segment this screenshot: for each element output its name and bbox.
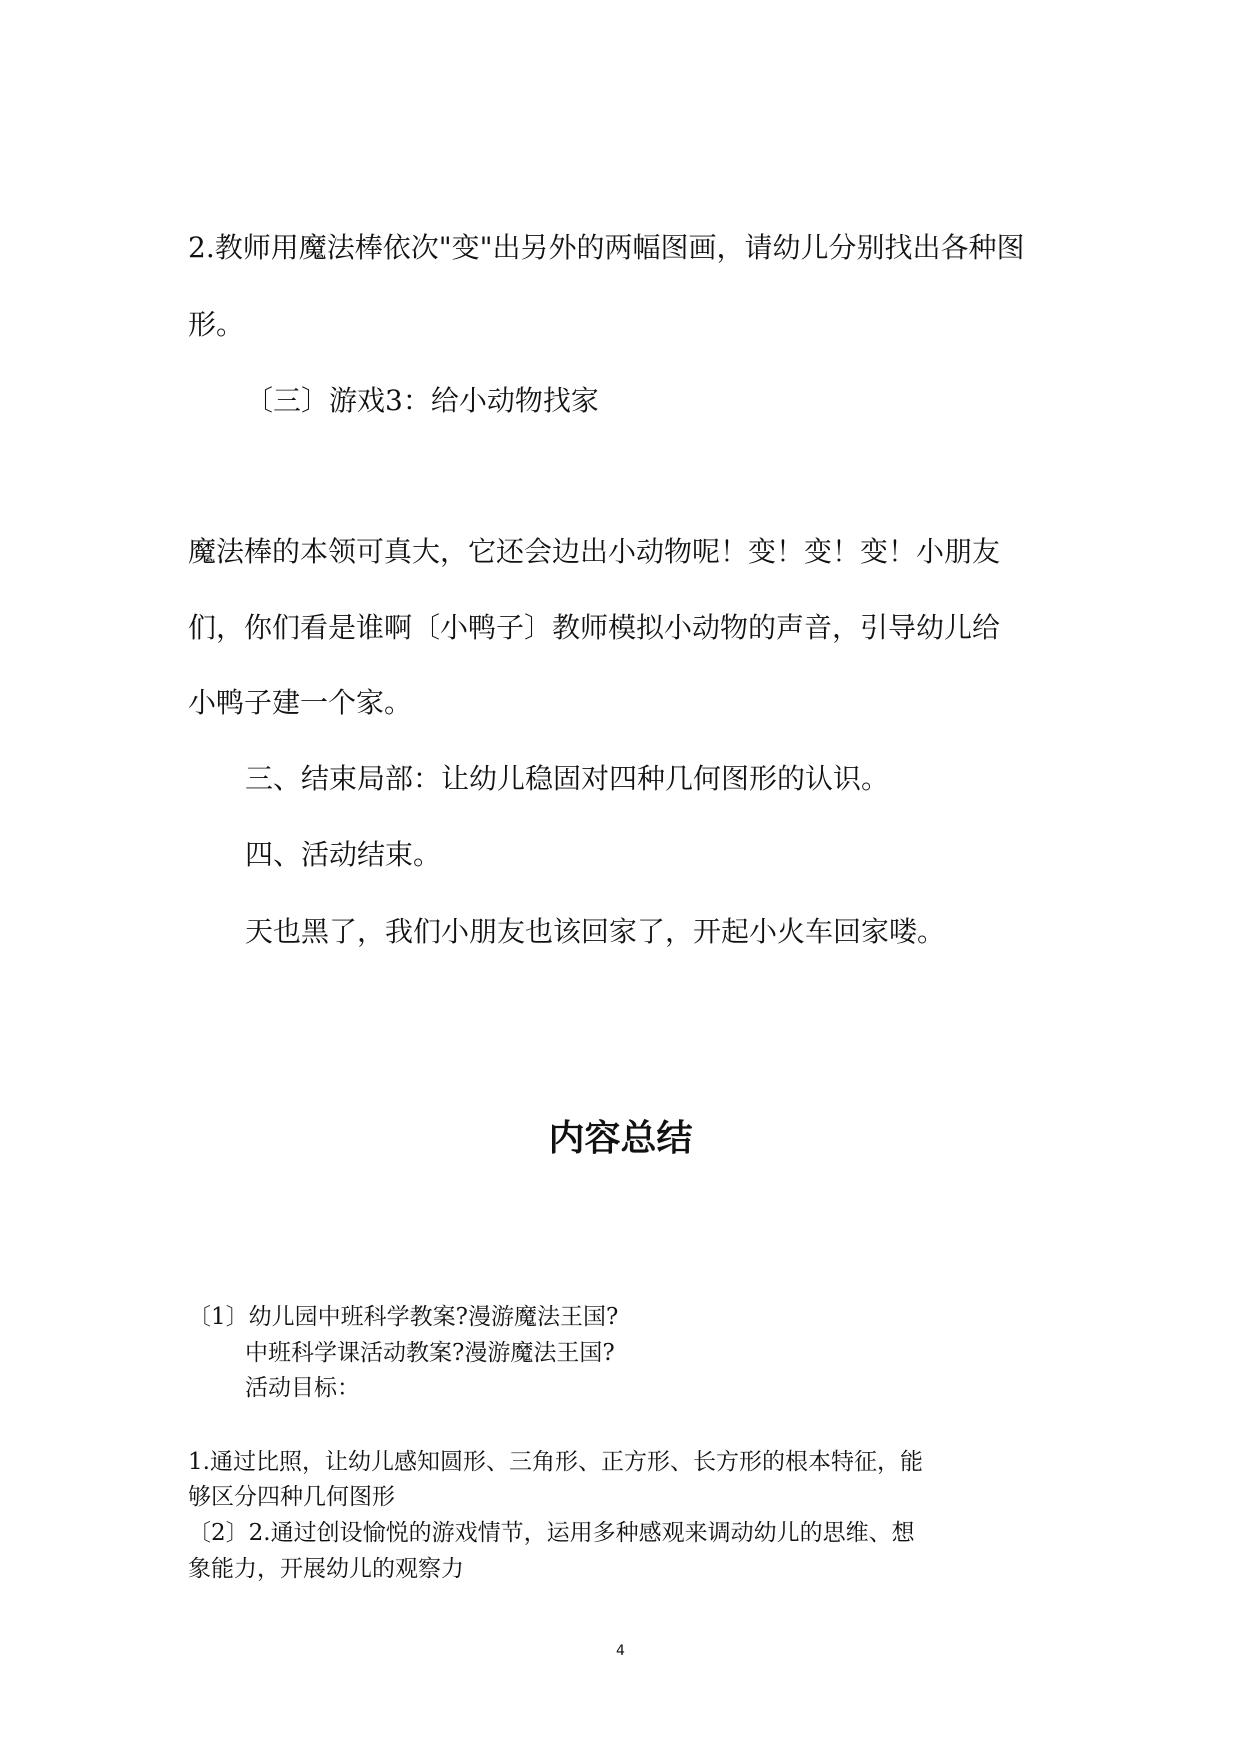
body-text-line: 小鸭子建一个家。 [188, 686, 413, 719]
body-text-line: 们，你们看是谁啊〔小鸭子〕教师模拟小动物的声音，引导幼儿给 [188, 611, 1001, 644]
body-text-line: 魔法棒的本领可真大，它还会边出小动物呢！变！变！变！小朋友 [188, 535, 1001, 568]
body-text-line: 天也黑了，我们小朋友也该回家了，开起小火车回家喽。 [245, 915, 946, 948]
summary-line: 〔2〕2.通过创设愉悦的游戏情节，运用多种感观来调动幼儿的思维、想 [188, 1520, 915, 1546]
step-heading: 三、结束局部：让幼儿稳固对四种几何图形的认识。 [245, 762, 890, 795]
summary-line: 象能力，开展幼儿的观察力 [188, 1556, 464, 1582]
body-text-line: 形。 [188, 308, 245, 341]
body-text-line: 2.教师用魔法棒依次"变"出另外的两幅图画，请幼儿分别找出各种图 [188, 231, 1025, 264]
section-heading: 〔三〕游戏3：给小动物找家 [245, 384, 599, 417]
summary-line: 1.通过比照，让幼儿感知圆形、三角形、正方形、长方形的根本特征，能 [188, 1449, 923, 1475]
step-heading: 四、活动结束。 [245, 838, 442, 871]
summary-title: 内容总结 [548, 1118, 693, 1159]
page-number: 4 [616, 1643, 625, 1659]
summary-line: 活动目标： [245, 1375, 360, 1401]
summary-line: 中班科学课活动教案?漫游魔法王国? [245, 1340, 615, 1366]
summary-line: 够区分四种几何图形 [188, 1484, 395, 1510]
summary-line: 〔1〕幼儿园中班科学教案?漫游魔法王国? [188, 1304, 619, 1330]
